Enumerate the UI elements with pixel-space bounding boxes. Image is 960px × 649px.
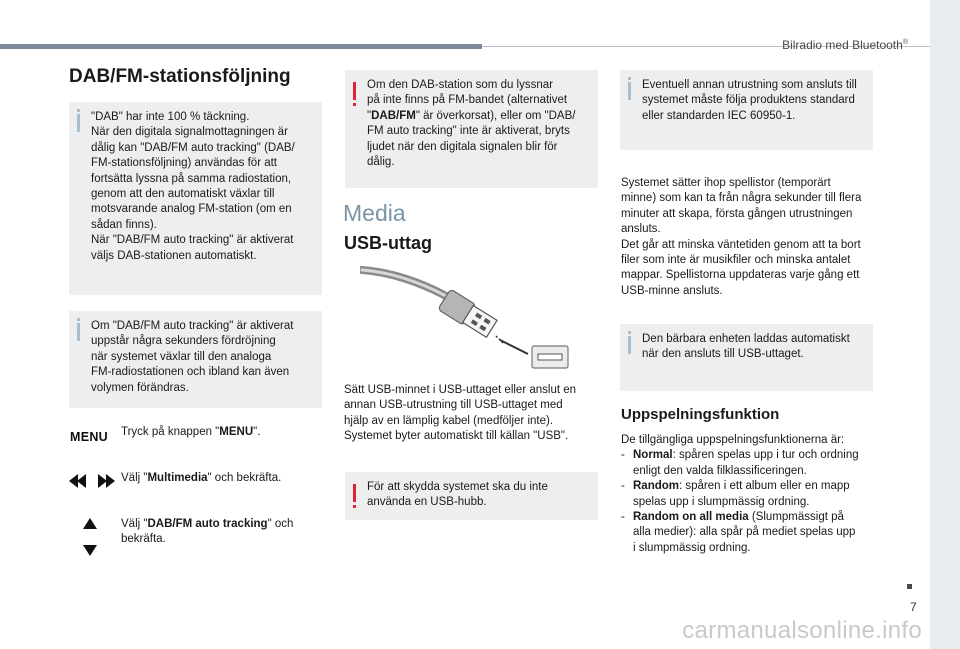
page-end-marker bbox=[907, 584, 912, 589]
info-icon bbox=[77, 114, 80, 132]
info-icon bbox=[628, 336, 631, 354]
page-edge-band bbox=[930, 0, 960, 649]
playback-modes-list: De tillgängliga uppspelningsfunktionerna är: - Normal: spåren spelas upp i tur och ordning enligt den valda filklassificeringen. - Random: spåren i ett album eller en mapp spelas upp i slumpmässig ordning. - Random on all media (Slumpmässigt på alla medier): alla spår på mediet spelas upp i slumpmässig ordning. bbox=[621, 433, 879, 556]
warning-box-dab-not-on-fm: Om den DAB-station som du lyssnar på inte finns på FM-bandet (alternativet "DAB/FM" är överkorsat), eller om "DAB/ FM auto tracking" inte är aktiverat, bryts ljudet när den digitala signalen blir för dålig. bbox=[345, 70, 598, 188]
usb-plug-illustration bbox=[360, 258, 570, 376]
info-box-iec-standard: Eventuell annan utrustning som ansluts till systemet måste följa produktens standard eller standarden IEC 60950-1. bbox=[620, 70, 873, 150]
left-right-arrows-icon bbox=[69, 473, 115, 489]
up-down-arrows-icon bbox=[82, 518, 98, 556]
info-box-charging: Den bärbara enheten laddas automatiskt när den ansluts till USB-uttaget. bbox=[620, 324, 873, 391]
section-title-dab-fm: DAB/FM-stationsföljning bbox=[69, 66, 291, 87]
running-header: Bilradio med Bluetooth® bbox=[782, 38, 908, 52]
warning-box-usb-hub: För att skydda systemet ska du inte använda en USB-hubb. bbox=[345, 472, 598, 520]
section-title-media: Media bbox=[343, 200, 406, 226]
warning-icon bbox=[353, 82, 356, 100]
info-box-dab-coverage: "DAB" har inte 100 % täckning. När den digitala signalmottagningen är dålig kan "DAB/FM auto tracking" (DAB/ FM-stationsföljning) användas för att fortsätta lyssna på samma radiostation, genom att den automatiskt växlar till motsvarande analog FM-station (om en sådan finns). När "DAB/FM auto tracking" är aktiverat väljs DAB-stationen automatiskt. bbox=[69, 102, 322, 295]
page-number: 7 bbox=[910, 600, 917, 614]
warning-icon bbox=[353, 484, 356, 502]
info-icon bbox=[628, 82, 631, 100]
section-title-playback: Uppspelningsfunktion bbox=[621, 406, 780, 423]
info-icon bbox=[77, 323, 80, 341]
list-item: - Normal: spåren spelas upp i tur och ordning bbox=[621, 449, 859, 462]
section-title-usb: USB-uttag bbox=[344, 233, 432, 253]
step-select-multimedia: Välj "Multimedia" och bekräfta. bbox=[121, 472, 282, 484]
info-box-tracking-delay: Om "DAB/FM auto tracking" är aktiverat uppstår några sekunders fördröjning när systemet växlar till den analoga FM-radiostationen och ibland kan även volymen förändras. bbox=[69, 311, 322, 408]
list-item: - Random: spåren i ett album eller en mapp bbox=[621, 480, 850, 493]
menu-key-label: MENU bbox=[70, 430, 109, 444]
step-select-dab-fm-tracking: Välj "DAB/FM auto tracking" och bekräfta. bbox=[121, 518, 294, 546]
header-rule-dark bbox=[0, 44, 482, 49]
playlist-paragraph: Systemet sätter ihop spellistor (temporärt minne) som kan ta från några sekunder till flera minuter att skapa, första gången utrustningen ansluts. Det går att minska väntetiden genom att ta bort filer som inte är musikfiler och minska antalet mappar. Spellistorna uppdateras varje gång ett USB-minne ansluts. bbox=[621, 177, 862, 297]
step-press-menu: Tryck på knappen "MENU". bbox=[121, 426, 261, 438]
usb-instructions: Sätt USB-minnet i USB-uttaget eller anslut en annan USB-utrustning till USB-uttaget med hjälp av en lämplig kabel (medföljer inte). Systemet byter automatiskt till källan "USB". bbox=[344, 384, 577, 443]
list-item: - Random on all media (Slumpmässigt på bbox=[621, 511, 844, 524]
watermark: carmanualsonline.info bbox=[682, 617, 922, 644]
